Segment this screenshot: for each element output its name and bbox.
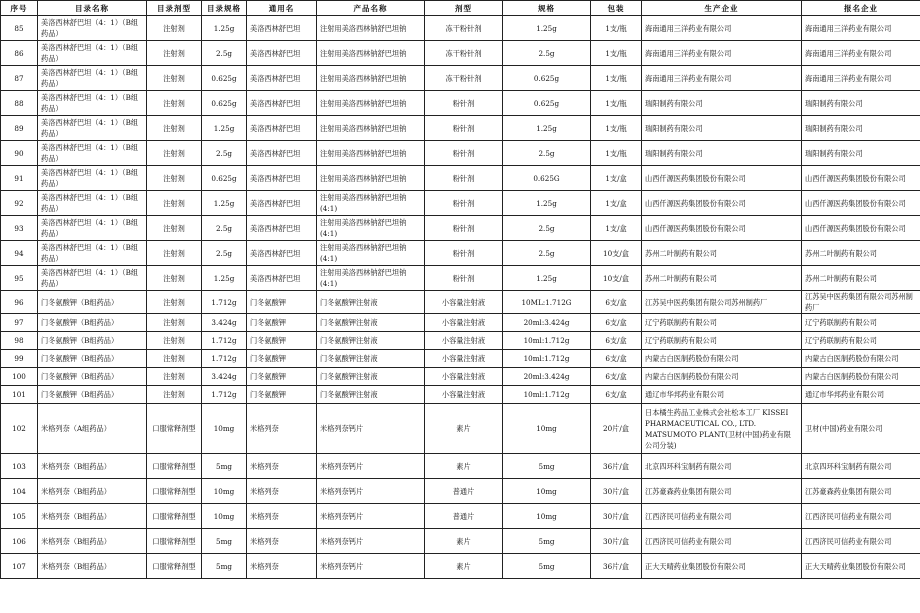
cell-catalog-name: 美洛西林舒巴坦（4：1）（B组药品） <box>38 41 147 66</box>
cell-applicant: 瑞阳制药有限公司 <box>802 91 920 116</box>
cell-spec: 2.5g <box>503 141 591 166</box>
cell-package: 30片/盒 <box>591 529 642 554</box>
cell-package: 6支/盒 <box>591 386 642 404</box>
table-body <box>1 16 920 579</box>
cell-catalog-form: 口服常释剂型 <box>147 529 202 554</box>
cell-manufacturer: 海南通用三洋药业有限公司 <box>642 41 802 66</box>
cell-spec: 10ML:1.712G <box>503 291 591 314</box>
cell-dosage-form: 冻干粉针剂 <box>425 16 503 41</box>
cell-manufacturer: 内蒙古白医制药股份有限公司 <box>642 368 802 386</box>
cell-manufacturer: 瑞阳制药有限公司 <box>642 141 802 166</box>
cell-product-name: 米格列奈钙片 <box>317 529 425 554</box>
cell-generic-name: 美洛西林舒巴坦 <box>247 16 317 41</box>
cell-generic-name: 米格列奈 <box>247 404 317 454</box>
cell-manufacturer: 江苏吴中医药集团有限公司苏州制药厂 <box>642 291 802 314</box>
cell-package: 10支/盒 <box>591 266 642 291</box>
cell-generic-name: 美洛西林舒巴坦 <box>247 241 317 266</box>
cell-catalog-name: 美洛西林舒巴坦（4：1）（B组药品） <box>38 91 147 116</box>
cell-generic-name: 美洛西林舒巴坦 <box>247 191 317 216</box>
cell-package: 1支/瓶 <box>591 16 642 41</box>
cell-catalog-form: 注射剂 <box>147 241 202 266</box>
cell-catalog-form: 注射剂 <box>147 16 202 41</box>
cell-spec: 10ml:1.712g <box>503 386 591 404</box>
cell-package: 1支/瓶 <box>591 41 642 66</box>
cell-no: 94 <box>1 241 38 266</box>
cell-manufacturer: 辽宁药联制药有限公司 <box>642 314 802 332</box>
cell-catalog-spec: 5mg <box>202 529 247 554</box>
cell-no: 95 <box>1 266 38 291</box>
cell-package: 1支/瓶 <box>591 66 642 91</box>
cell-product-name: 米格列奈钙片 <box>317 554 425 579</box>
cell-product-name: 门冬氨酸钾注射液 <box>317 350 425 368</box>
cell-dosage-form: 粉针剂 <box>425 266 503 291</box>
table-row <box>1 91 920 116</box>
cell-manufacturer: 北京四环科宝制药有限公司 <box>642 454 802 479</box>
cell-catalog-spec: 3.424g <box>202 314 247 332</box>
header-col-no: 序号 <box>1 1 38 16</box>
cell-catalog-name: 美洛西林舒巴坦（4：1）（B组药品） <box>38 266 147 291</box>
cell-catalog-spec: 1.25g <box>202 191 247 216</box>
cell-catalog-form: 口服常释剂型 <box>147 454 202 479</box>
cell-product-name: 注射用美洛西林钠舒巴坦钠(4:1) <box>317 216 425 241</box>
cell-catalog-form: 注射剂 <box>147 350 202 368</box>
cell-applicant: 苏州二叶制药有限公司 <box>802 266 920 291</box>
cell-generic-name: 美洛西林舒巴坦 <box>247 66 317 91</box>
cell-manufacturer: 内蒙古白医制药股份有限公司 <box>642 350 802 368</box>
cell-applicant: 辽宁药联制药有限公司 <box>802 332 920 350</box>
cell-dosage-form: 粉针剂 <box>425 141 503 166</box>
table-row <box>1 314 920 332</box>
cell-catalog-spec: 1.25g <box>202 266 247 291</box>
cell-generic-name: 米格列奈 <box>247 479 317 504</box>
cell-product-name: 米格列奈钙片 <box>317 479 425 504</box>
cell-product-name: 注射用美洛西林钠舒巴坦钠(4:1) <box>317 191 425 216</box>
table-row <box>1 350 920 368</box>
cell-product-name: 门冬氨酸钾注射液 <box>317 386 425 404</box>
cell-dosage-form: 普通片 <box>425 504 503 529</box>
cell-spec: 2.5g <box>503 241 591 266</box>
cell-product-name: 注射用美洛西林钠舒巴坦钠 <box>317 116 425 141</box>
cell-dosage-form: 冻干粉针剂 <box>425 41 503 66</box>
cell-manufacturer: 通辽市华邦药业有限公司 <box>642 386 802 404</box>
cell-manufacturer: 辽宁药联制药有限公司 <box>642 332 802 350</box>
cell-generic-name: 美洛西林舒巴坦 <box>247 41 317 66</box>
cell-manufacturer: 瑞阳制药有限公司 <box>642 116 802 141</box>
cell-dosage-form: 小容量注射液 <box>425 350 503 368</box>
cell-product-name: 注射用美洛西林钠舒巴坦钠 <box>317 91 425 116</box>
cell-spec: 2.5g <box>503 41 591 66</box>
cell-dosage-form: 粉针剂 <box>425 216 503 241</box>
cell-catalog-name: 米格列奈（B组药品） <box>38 454 147 479</box>
cell-package: 6支/盒 <box>591 291 642 314</box>
cell-no: 106 <box>1 529 38 554</box>
cell-generic-name: 门冬氨酸钾 <box>247 332 317 350</box>
header-col-generic-name: 通用名 <box>247 1 317 16</box>
cell-manufacturer: 瑞阳制药有限公司 <box>642 91 802 116</box>
cell-dosage-form: 粉针剂 <box>425 116 503 141</box>
cell-manufacturer: 江西济民可信药业有限公司 <box>642 529 802 554</box>
cell-catalog-spec: 1.712g <box>202 386 247 404</box>
cell-catalog-spec: 2.5g <box>202 41 247 66</box>
cell-dosage-form: 素片 <box>425 404 503 454</box>
cell-product-name: 注射用美洛西林钠舒巴坦钠 <box>317 141 425 166</box>
cell-no: 87 <box>1 66 38 91</box>
cell-catalog-form: 注射剂 <box>147 66 202 91</box>
header-col-manufacturer: 生产企业 <box>642 1 802 16</box>
cell-package: 1支/盒 <box>591 216 642 241</box>
cell-generic-name: 美洛西林舒巴坦 <box>247 116 317 141</box>
cell-manufacturer: 山西仟源医药集团股份有限公司 <box>642 191 802 216</box>
cell-generic-name: 门冬氨酸钾 <box>247 386 317 404</box>
cell-generic-name: 美洛西林舒巴坦 <box>247 266 317 291</box>
cell-applicant: 海南通用三洋药业有限公司 <box>802 66 920 91</box>
cell-applicant: 海南通用三洋药业有限公司 <box>802 16 920 41</box>
cell-spec: 5mg <box>503 554 591 579</box>
cell-no: 98 <box>1 332 38 350</box>
cell-catalog-name: 米格列奈（A组药品） <box>38 404 147 454</box>
cell-catalog-name: 美洛西林舒巴坦（4：1）（B组药品） <box>38 241 147 266</box>
cell-manufacturer: 山西仟源医药集团股份有限公司 <box>642 166 802 191</box>
cell-no: 85 <box>1 16 38 41</box>
cell-catalog-form: 注射剂 <box>147 266 202 291</box>
cell-catalog-name: 美洛西林舒巴坦（4：1）（B组药品） <box>38 141 147 166</box>
table-row <box>1 116 920 141</box>
cell-dosage-form: 小容量注射液 <box>425 291 503 314</box>
cell-dosage-form: 小容量注射液 <box>425 332 503 350</box>
cell-product-name: 注射用美洛西林钠舒巴坦钠 <box>317 41 425 66</box>
cell-catalog-spec: 1.25g <box>202 16 247 41</box>
cell-spec: 0.625g <box>503 66 591 91</box>
cell-product-name: 注射用美洛西林钠舒巴坦钠 <box>317 166 425 191</box>
cell-applicant: 海南通用三洋药业有限公司 <box>802 41 920 66</box>
cell-package: 6支/盒 <box>591 314 642 332</box>
cell-package: 1支/盒 <box>591 191 642 216</box>
cell-catalog-form: 口服常释剂型 <box>147 479 202 504</box>
table-row <box>1 479 920 504</box>
cell-manufacturer: 日本橘生药品工业株式会社松本工厂 KISSEI PHARMACEUTICAL CO., LTD. MATSUMOTO PLANT(卫材(中国)药业有限公司分装) <box>642 404 802 454</box>
cell-product-name: 注射用美洛西林钠舒巴坦钠(4:1) <box>317 266 425 291</box>
table-row <box>1 554 920 579</box>
cell-manufacturer: 正大天晴药业集团股份有限公司 <box>642 554 802 579</box>
cell-catalog-spec: 3.424g <box>202 368 247 386</box>
cell-no: 105 <box>1 504 38 529</box>
cell-product-name: 注射用美洛西林钠舒巴坦钠 <box>317 16 425 41</box>
header-col-spec: 规格 <box>503 1 591 16</box>
cell-generic-name: 米格列奈 <box>247 529 317 554</box>
cell-product-name: 注射用美洛西林钠舒巴坦钠(4:1) <box>317 241 425 266</box>
cell-catalog-form: 注射剂 <box>147 332 202 350</box>
header-col-applicant: 报名企业 <box>802 1 920 16</box>
cell-applicant: 江苏吴中医药集团有限公司苏州制药厂 <box>802 291 920 314</box>
table-row <box>1 291 920 314</box>
cell-applicant: 通辽市华邦药业有限公司 <box>802 386 920 404</box>
cell-dosage-form: 素片 <box>425 554 503 579</box>
header-col-catalog-name: 目录名称 <box>38 1 147 16</box>
header-col-product-name: 产品名称 <box>317 1 425 16</box>
cell-applicant: 江苏豪森药业集团有限公司 <box>802 479 920 504</box>
cell-no: 90 <box>1 141 38 166</box>
cell-no: 102 <box>1 404 38 454</box>
cell-dosage-form: 普通片 <box>425 479 503 504</box>
cell-catalog-form: 注射剂 <box>147 216 202 241</box>
cell-dosage-form: 素片 <box>425 529 503 554</box>
cell-applicant: 正大天晴药业集团股份有限公司 <box>802 554 920 579</box>
header-col-package: 包装 <box>591 1 642 16</box>
cell-dosage-form: 小容量注射液 <box>425 368 503 386</box>
cell-applicant: 内蒙古白医制药股份有限公司 <box>802 350 920 368</box>
cell-package: 6支/盒 <box>591 350 642 368</box>
cell-catalog-spec: 2.5g <box>202 241 247 266</box>
cell-applicant: 辽宁药联制药有限公司 <box>802 314 920 332</box>
cell-no: 101 <box>1 386 38 404</box>
cell-no: 103 <box>1 454 38 479</box>
cell-catalog-spec: 1.712g <box>202 350 247 368</box>
cell-manufacturer: 海南通用三洋药业有限公司 <box>642 66 802 91</box>
cell-spec: 20ml:3.424g <box>503 314 591 332</box>
cell-generic-name: 美洛西林舒巴坦 <box>247 141 317 166</box>
cell-catalog-spec: 0.625g <box>202 166 247 191</box>
cell-spec: 1.25g <box>503 116 591 141</box>
table-row <box>1 191 920 216</box>
cell-catalog-form: 注射剂 <box>147 41 202 66</box>
table-row <box>1 332 920 350</box>
cell-package: 6支/盒 <box>591 368 642 386</box>
cell-catalog-form: 注射剂 <box>147 191 202 216</box>
table-row <box>1 266 920 291</box>
cell-catalog-spec: 2.5g <box>202 141 247 166</box>
cell-catalog-name: 米格列奈（B组药品） <box>38 554 147 579</box>
cell-spec: 10mg <box>503 504 591 529</box>
cell-catalog-form: 注射剂 <box>147 116 202 141</box>
cell-applicant: 江西济民可信药业有限公司 <box>802 504 920 529</box>
cell-catalog-spec: 10mg <box>202 479 247 504</box>
table-row <box>1 141 920 166</box>
cell-catalog-name: 米格列奈（B组药品） <box>38 529 147 554</box>
cell-spec: 1.25g <box>503 16 591 41</box>
cell-product-name: 米格列奈钙片 <box>317 454 425 479</box>
cell-catalog-spec: 10mg <box>202 404 247 454</box>
table-row <box>1 404 920 454</box>
header-col-catalog-spec: 目录规格 <box>202 1 247 16</box>
cell-spec: 5mg <box>503 529 591 554</box>
cell-generic-name: 门冬氨酸钾 <box>247 350 317 368</box>
cell-catalog-form: 注射剂 <box>147 386 202 404</box>
cell-spec: 2.5g <box>503 216 591 241</box>
cell-no: 93 <box>1 216 38 241</box>
cell-catalog-form: 注射剂 <box>147 314 202 332</box>
cell-catalog-form: 注射剂 <box>147 291 202 314</box>
table-row <box>1 504 920 529</box>
cell-catalog-name: 米格列奈（B组药品） <box>38 504 147 529</box>
cell-catalog-name: 美洛西林舒巴坦（4：1）（B组药品） <box>38 66 147 91</box>
cell-product-name: 门冬氨酸钾注射液 <box>317 291 425 314</box>
table-row <box>1 529 920 554</box>
header-row <box>1 1 920 16</box>
cell-no: 99 <box>1 350 38 368</box>
cell-spec: 10ml:1.712g <box>503 332 591 350</box>
cell-applicant: 瑞阳制药有限公司 <box>802 141 920 166</box>
cell-generic-name: 米格列奈 <box>247 504 317 529</box>
cell-spec: 10mg <box>503 479 591 504</box>
cell-package: 1支/瓶 <box>591 116 642 141</box>
cell-package: 1支/瓶 <box>591 141 642 166</box>
cell-generic-name: 门冬氨酸钾 <box>247 314 317 332</box>
cell-catalog-name: 美洛西林舒巴坦（4：1）（B组药品） <box>38 116 147 141</box>
cell-dosage-form: 粉针剂 <box>425 191 503 216</box>
cell-no: 92 <box>1 191 38 216</box>
cell-manufacturer: 江西济民可信药业有限公司 <box>642 504 802 529</box>
cell-catalog-form: 注射剂 <box>147 368 202 386</box>
cell-no: 96 <box>1 291 38 314</box>
table-row <box>1 386 920 404</box>
cell-applicant: 山西仟源医药集团股份有限公司 <box>802 216 920 241</box>
table-row <box>1 41 920 66</box>
cell-catalog-spec: 5mg <box>202 454 247 479</box>
table-row <box>1 216 920 241</box>
cell-catalog-name: 门冬氨酸钾（B组药品） <box>38 386 147 404</box>
cell-manufacturer: 苏州二叶制药有限公司 <box>642 266 802 291</box>
cell-dosage-form: 粉针剂 <box>425 241 503 266</box>
table-row <box>1 166 920 191</box>
cell-applicant: 内蒙古白医制药股份有限公司 <box>802 368 920 386</box>
cell-catalog-name: 门冬氨酸钾（B组药品） <box>38 368 147 386</box>
cell-dosage-form: 小容量注射液 <box>425 314 503 332</box>
cell-applicant: 山西仟源医药集团股份有限公司 <box>802 166 920 191</box>
cell-catalog-name: 门冬氨酸钾（B组药品） <box>38 332 147 350</box>
cell-no: 107 <box>1 554 38 579</box>
cell-spec: 0.625g <box>503 91 591 116</box>
cell-generic-name: 米格列奈 <box>247 554 317 579</box>
cell-catalog-name: 美洛西林舒巴坦（4：1）（B组药品） <box>38 216 147 241</box>
cell-package: 1支/瓶 <box>591 91 642 116</box>
cell-package: 20片/盒 <box>591 404 642 454</box>
cell-catalog-name: 美洛西林舒巴坦（4：1）（B组药品） <box>38 191 147 216</box>
cell-generic-name: 米格列奈 <box>247 454 317 479</box>
cell-catalog-spec: 1.712g <box>202 291 247 314</box>
cell-catalog-spec: 2.5g <box>202 216 247 241</box>
cell-catalog-name: 美洛西林舒巴坦（4：1）（B组药品） <box>38 166 147 191</box>
cell-product-name: 米格列奈钙片 <box>317 504 425 529</box>
cell-manufacturer: 苏州二叶制药有限公司 <box>642 241 802 266</box>
cell-package: 30片/盒 <box>591 479 642 504</box>
table-row <box>1 368 920 386</box>
cell-dosage-form: 粉针剂 <box>425 91 503 116</box>
cell-product-name: 注射用美洛西林钠舒巴坦钠 <box>317 66 425 91</box>
cell-catalog-spec: 5mg <box>202 554 247 579</box>
cell-generic-name: 美洛西林舒巴坦 <box>247 216 317 241</box>
cell-spec: 10ml:1.712g <box>503 350 591 368</box>
cell-catalog-name: 美洛西林舒巴坦（4：1）（B组药品） <box>38 16 147 41</box>
cell-no: 91 <box>1 166 38 191</box>
cell-manufacturer: 海南通用三洋药业有限公司 <box>642 16 802 41</box>
cell-catalog-spec: 0.625g <box>202 91 247 116</box>
cell-catalog-name: 门冬氨酸钾（B组药品） <box>38 350 147 368</box>
cell-package: 1支/盒 <box>591 166 642 191</box>
cell-dosage-form: 小容量注射液 <box>425 386 503 404</box>
cell-applicant: 北京四环科宝制药有限公司 <box>802 454 920 479</box>
table-row <box>1 241 920 266</box>
cell-catalog-form: 口服常释剂型 <box>147 404 202 454</box>
cell-package: 36片/盒 <box>591 454 642 479</box>
cell-package: 10支/盒 <box>591 241 642 266</box>
cell-manufacturer: 江苏豪森药业集团有限公司 <box>642 479 802 504</box>
cell-package: 36片/盒 <box>591 554 642 579</box>
cell-no: 86 <box>1 41 38 66</box>
cell-dosage-form: 冻干粉针剂 <box>425 66 503 91</box>
header-col-catalog-form: 目录剂型 <box>147 1 202 16</box>
cell-catalog-form: 口服常释剂型 <box>147 554 202 579</box>
cell-catalog-name: 门冬氨酸钾（B组药品） <box>38 314 147 332</box>
cell-catalog-spec: 0.625g <box>202 66 247 91</box>
cell-spec: 0.625G <box>503 166 591 191</box>
header-col-dosage-form: 剂型 <box>425 1 503 16</box>
cell-no: 88 <box>1 91 38 116</box>
cell-package: 6支/盒 <box>591 332 642 350</box>
cell-spec: 5mg <box>503 454 591 479</box>
table-row <box>1 16 920 41</box>
cell-dosage-form: 素片 <box>425 454 503 479</box>
cell-applicant: 山西仟源医药集团股份有限公司 <box>802 191 920 216</box>
cell-spec: 1.25g <box>503 191 591 216</box>
cell-no: 104 <box>1 479 38 504</box>
table-row <box>1 454 920 479</box>
cell-product-name: 门冬氨酸钾注射液 <box>317 332 425 350</box>
cell-package: 30片/盒 <box>591 504 642 529</box>
cell-spec: 10mg <box>503 404 591 454</box>
cell-catalog-form: 注射剂 <box>147 166 202 191</box>
cell-no: 89 <box>1 116 38 141</box>
cell-product-name: 门冬氨酸钾注射液 <box>317 368 425 386</box>
cell-catalog-form: 口服常释剂型 <box>147 504 202 529</box>
cell-dosage-form: 粉针剂 <box>425 166 503 191</box>
cell-applicant: 江西济民可信药业有限公司 <box>802 529 920 554</box>
cell-applicant: 瑞阳制药有限公司 <box>802 116 920 141</box>
cell-generic-name: 美洛西林舒巴坦 <box>247 166 317 191</box>
cell-catalog-form: 注射剂 <box>147 141 202 166</box>
cell-generic-name: 门冬氨酸钾 <box>247 291 317 314</box>
cell-applicant: 苏州二叶制药有限公司 <box>802 241 920 266</box>
cell-catalog-name: 门冬氨酸钾（B组药品） <box>38 291 147 314</box>
table-row <box>1 66 920 91</box>
cell-catalog-spec: 10mg <box>202 504 247 529</box>
cell-catalog-spec: 1.25g <box>202 116 247 141</box>
cell-catalog-form: 注射剂 <box>147 91 202 116</box>
cell-product-name: 米格列奈钙片 <box>317 404 425 454</box>
cell-catalog-name: 米格列奈（B组药品） <box>38 479 147 504</box>
cell-no: 100 <box>1 368 38 386</box>
cell-no: 97 <box>1 314 38 332</box>
cell-catalog-spec: 1.712g <box>202 332 247 350</box>
cell-applicant: 卫材(中国)药业有限公司 <box>802 404 920 454</box>
cell-generic-name: 美洛西林舒巴坦 <box>247 91 317 116</box>
cell-product-name: 门冬氨酸钾注射液 <box>317 314 425 332</box>
cell-spec: 1.25g <box>503 266 591 291</box>
cell-generic-name: 门冬氨酸钾 <box>247 368 317 386</box>
cell-spec: 20ml:3.424g <box>503 368 591 386</box>
cell-manufacturer: 山西仟源医药集团股份有限公司 <box>642 216 802 241</box>
